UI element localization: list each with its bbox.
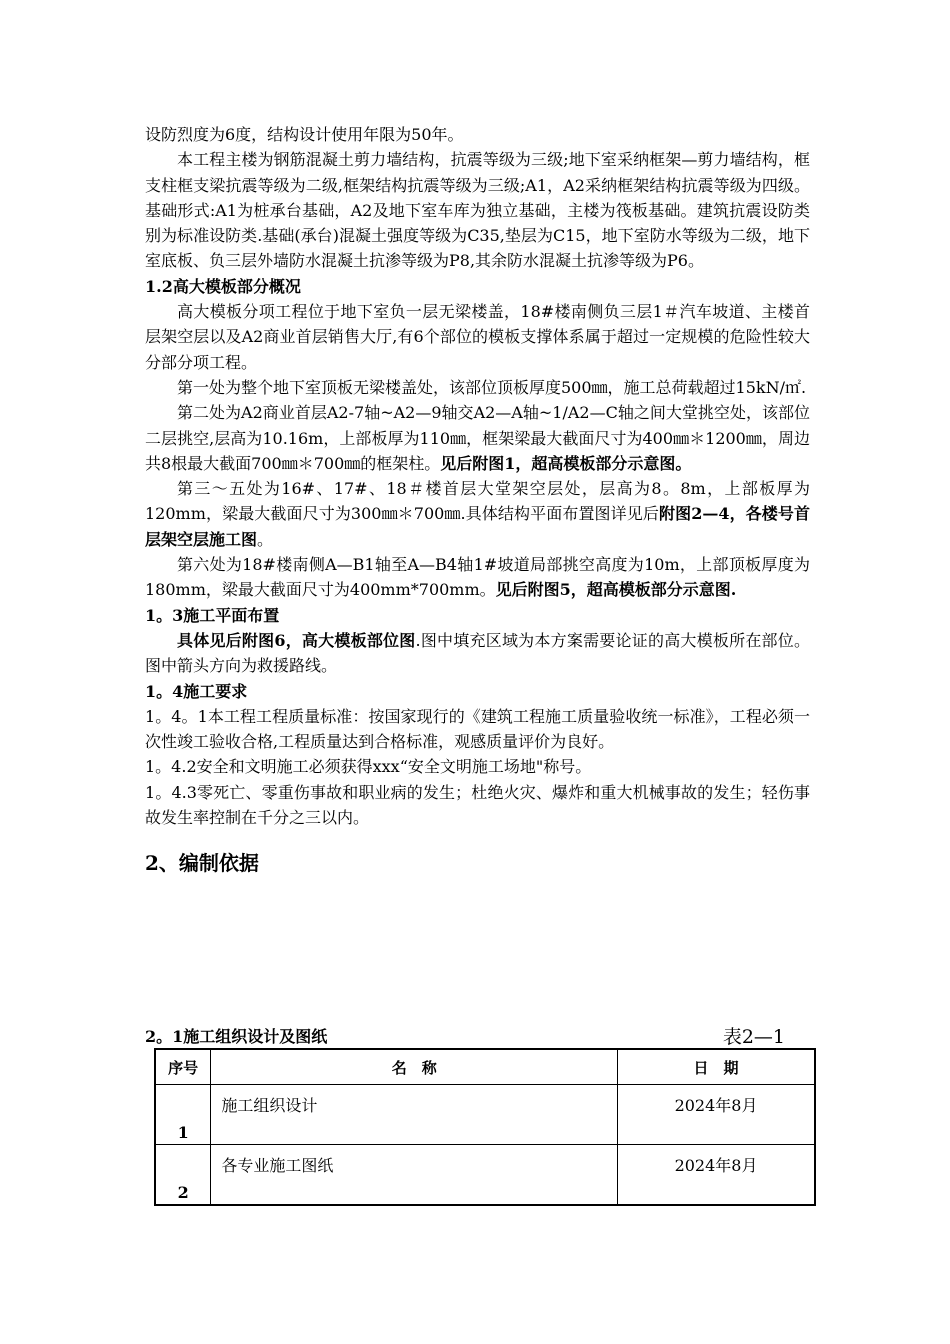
document-body — [145, 122, 810, 876]
paragraph-text: 。 — [257, 529, 274, 549]
cell-date: 2024年8月 — [618, 1085, 815, 1145]
table-row — [155, 1085, 815, 1145]
paragraph: 本工程主楼为钢筋混凝土剪力墙结构，抗震等级为三级;地下室采纳框架—剪力墙结构，框支柱框支梁抗震等级为二级,框架结构抗震等级为三级;A1，A2采纳框架结构抗震等级为四级。基础形式:A1为桩承台基础，A2及地下室车库为独立基础，主楼为筏板基础。建筑抗震设防类别为标准设防类.基础(承台)混凝土强度等级为C35,垫层为C15，地下室防水等级为二级，地下室底板、负三层外墙防水混凝土抗渗等级为P8,其余防水混凝土抗渗等级为P6。 — [145, 150, 810, 271]
section-heading-1-2: 1.2高大模板部分概况 — [145, 276, 301, 296]
section-heading-1-4: 1。4施工要求 — [145, 681, 248, 701]
column-header-name: 名 称 — [211, 1049, 618, 1085]
figure-reference: 具体见后附图6，高大模板部位图 — [177, 630, 416, 650]
paragraph — [145, 476, 810, 552]
paragraph — [145, 400, 810, 476]
cell-no: 1 — [155, 1085, 211, 1145]
paragraph — [145, 628, 810, 679]
drawings-table — [154, 1048, 816, 1206]
figure-reference: 见后附图5，超高模板部分示意图. — [495, 580, 737, 600]
paragraph: 第一处为整个地下室顶板无梁楼盖处，该部位顶板厚度500㎜，施工总荷载超过15kN/㎡. — [177, 377, 807, 397]
table-row — [155, 1145, 815, 1206]
section-heading-1-3: 1。3施工平面布置 — [145, 605, 280, 625]
cell-name: 施工组织设计 — [211, 1085, 618, 1145]
paragraph: 高大模板分项工程位于地下室负一层无梁楼盖，18#楼南侧负三层1＃汽车坡道、主楼首层架空层以及A2商业首层销售大厅,有6个部位的模板支撑体系属于超过一定规模的危险性较大分部分项工程。 — [145, 302, 810, 372]
cell-name: 各专业施工图纸 — [211, 1145, 618, 1206]
table-caption-title: 2。1施工组织设计及图纸 — [145, 1027, 328, 1046]
column-header-date: 日 期 — [618, 1049, 815, 1085]
figure-reference: 附图2—4，各楼号首层架空层施工图 — [145, 504, 810, 549]
paragraph-text: 第三～五处为16#、17#、18＃楼首层大堂架空层处，层高为8。8m，上部板厚为120mm，梁最大截面尺寸为300㎜＊700㎜.具体结构平面布置图详见后 — [145, 479, 810, 524]
paragraph: 1。4.3零死亡、零重伤事故和职业病的发生；杜绝火灾、爆炸和重大机械事故的发生；轻伤事故发生率控制在千分之三以内。 — [145, 782, 810, 828]
table-header-row — [155, 1049, 815, 1085]
figure-reference: 见后附图1，超高模板部分示意图。 — [440, 453, 692, 473]
paragraph — [145, 552, 810, 603]
paragraph: 设防烈度为6度，结构设计使用年限为50年。 — [145, 125, 464, 144]
table-caption — [145, 1024, 815, 1050]
section-heading-2: 2、编制依据 — [145, 851, 259, 876]
column-header-no: 序号 — [155, 1049, 211, 1085]
paragraph: 1。4。1本工程工程质量标准：按国家现行的《建筑工程施工质量验收统一标准》，工程必须一次性竣工验收合格,工程质量达到合格标准，观感质量评价为良好。 — [145, 706, 810, 752]
paragraph-text: 第六处为18#楼南侧A—B1轴至A—B4轴1#坡道局部挑空高度为10m，上部顶板厚度为180mm，梁最大截面尺寸为400mm*700mm。 — [145, 555, 810, 600]
paragraph: 1。4.2安全和文明施工必须获得xxx“安全文明施工场地"称号。 — [145, 757, 592, 777]
paragraph-text: 第二处为A2商业首层A2-7轴~A2—9轴交A2—A轴~1/A2—C轴之间大堂挑空处，该部位二层挑空,层高为10.16m，上部板厚为110㎜，框架梁最大截面尺寸为400㎜＊1200㎜，周边共8根最大截面700㎜＊700㎜的框架柱。 — [145, 403, 810, 473]
table-number: 表2—1 — [722, 1026, 785, 1048]
cell-no: 2 — [155, 1145, 211, 1206]
cell-date: 2024年8月 — [618, 1145, 815, 1206]
paragraph-text: .图中填充区域为本方案需要论证的高大模板所在部位。图中箭头方向为救援路线。 — [145, 630, 810, 676]
